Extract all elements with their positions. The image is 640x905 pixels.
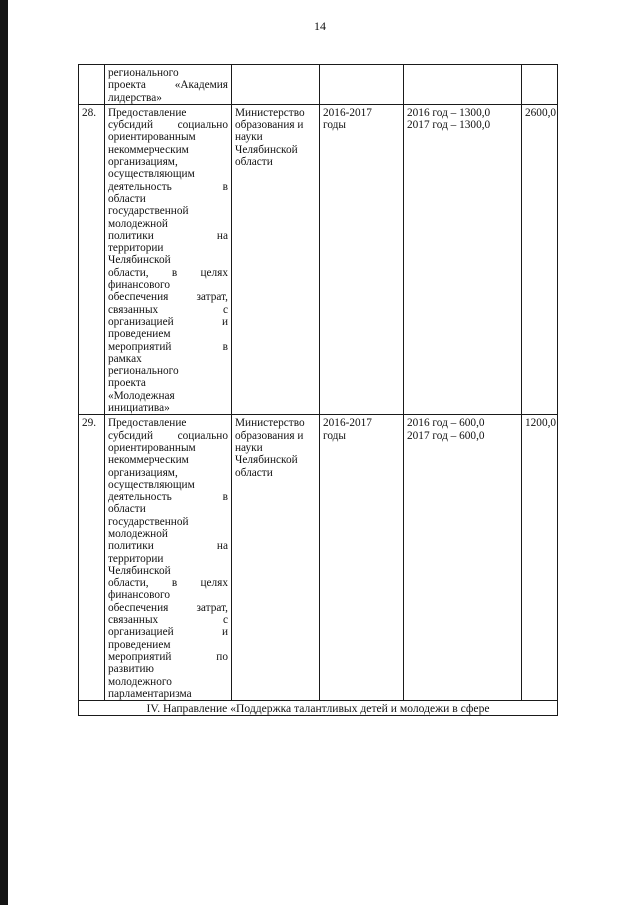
organization-line: образования и	[235, 119, 304, 132]
description-line: организациям,	[108, 466, 178, 479]
description-line: «Молодежная	[108, 389, 175, 402]
section-heading: IV. Направление «Поддержка талантливых детей и молодежи в сфере	[79, 701, 558, 716]
funding-line: 2016 год – 1300,0	[407, 106, 491, 119]
description-line: Челябинской	[108, 564, 171, 577]
description-line: регионального	[108, 67, 179, 79]
description-line: государственной	[108, 515, 189, 528]
description-line: финансового	[108, 279, 171, 292]
table-row-continued	[79, 65, 558, 105]
description-line: проведением	[108, 638, 171, 651]
years-line: 2016-2017	[323, 417, 372, 430]
organization-line: области	[235, 156, 273, 169]
row-number-cell	[79, 65, 105, 105]
total-cell: 1200,0	[522, 415, 558, 701]
organization-cell	[232, 415, 320, 701]
description-line: субсидий социально	[108, 429, 228, 442]
years-cell	[320, 104, 404, 414]
funding-line: 2017 год – 1300,0	[407, 119, 491, 132]
scan-edge-bar	[0, 0, 8, 905]
organization-line: науки	[235, 131, 263, 144]
description-line: осуществляющим	[108, 478, 195, 491]
organization-line: Челябинской	[235, 454, 298, 467]
description-line: лидерства»	[108, 91, 162, 104]
row-number-cell: 28.	[79, 104, 105, 414]
description-line: обеспечения затрат,	[108, 291, 228, 304]
organization-line: Министерство	[235, 106, 305, 119]
description-line: мероприятий по	[108, 650, 228, 663]
description-line: области, в целях	[108, 577, 228, 590]
description-line: некоммерческим	[108, 143, 189, 156]
description-cell	[105, 415, 232, 701]
description-line: рамках	[108, 352, 142, 365]
description-line: проведением	[108, 328, 171, 341]
description-line: проекта «Академия	[108, 79, 228, 92]
description-line: деятельность в	[108, 491, 228, 504]
description-cell	[105, 65, 232, 105]
organization-line: Челябинской	[235, 143, 298, 156]
description-line: Предоставление	[108, 106, 187, 119]
funding-line: 2017 год – 600,0	[407, 429, 485, 442]
description-line: политики на	[108, 229, 228, 242]
description-cell	[105, 104, 232, 414]
description-line: территории	[108, 242, 164, 255]
description-line: парламентаризма	[108, 687, 192, 700]
organization-line: науки	[235, 441, 263, 454]
description-line: осуществляющим	[108, 168, 195, 181]
funding-cell	[404, 415, 522, 701]
page-number: 14	[314, 19, 326, 33]
table-row	[79, 104, 558, 414]
description-line: связанных с	[108, 614, 228, 627]
years-line: 2016-2017	[323, 106, 372, 119]
organization-line: образования и	[235, 429, 304, 442]
description-line: государственной	[108, 205, 189, 218]
description-line: молодежной	[108, 217, 168, 230]
years-cell	[320, 415, 404, 701]
funding-cell	[404, 104, 522, 414]
organization-cell	[232, 65, 320, 105]
description-line: территории	[108, 552, 164, 565]
description-line: ориентированным	[108, 131, 196, 144]
description-line: организациям,	[108, 156, 178, 169]
section-heading-row	[79, 701, 558, 716]
description-line: политики на	[108, 540, 228, 553]
description-line: деятельность в	[108, 180, 228, 193]
description-line: области	[108, 192, 146, 205]
description-line: организацией и	[108, 315, 228, 328]
description-line: Предоставление	[108, 417, 187, 430]
table-row	[79, 415, 558, 701]
description-line: инициатива»	[108, 402, 170, 415]
total-cell: 2600,0	[522, 104, 558, 414]
description-line: регионального	[108, 365, 179, 378]
description-line: обеспечения затрат,	[108, 601, 228, 614]
organization-line: области	[235, 466, 273, 479]
description-line: молодежного	[108, 675, 172, 688]
description-line: мероприятий в	[108, 340, 228, 353]
program-measures-table	[78, 64, 558, 716]
funding-cell	[404, 65, 522, 105]
description-line: развитию	[108, 663, 154, 676]
funding-line: 2016 год – 600,0	[407, 417, 485, 430]
description-line: финансового	[108, 589, 171, 602]
description-line: проекта	[108, 377, 146, 390]
years-cell	[320, 65, 404, 105]
years-line: годы	[323, 429, 347, 442]
description-line: ориентированным	[108, 441, 196, 454]
total-cell	[522, 65, 558, 105]
years-line: годы	[323, 119, 347, 132]
description-line: субсидий социально	[108, 119, 228, 132]
description-line: области	[108, 503, 146, 516]
description-line: организацией и	[108, 626, 228, 639]
description-line: связанных с	[108, 303, 228, 316]
row-number-cell: 29.	[79, 415, 105, 701]
description-line: некоммерческим	[108, 454, 189, 467]
description-line: Челябинской	[108, 254, 171, 267]
organization-line: Министерство	[235, 417, 305, 430]
description-line: области, в целях	[108, 266, 228, 279]
organization-cell	[232, 104, 320, 414]
description-line: молодежной	[108, 527, 168, 540]
